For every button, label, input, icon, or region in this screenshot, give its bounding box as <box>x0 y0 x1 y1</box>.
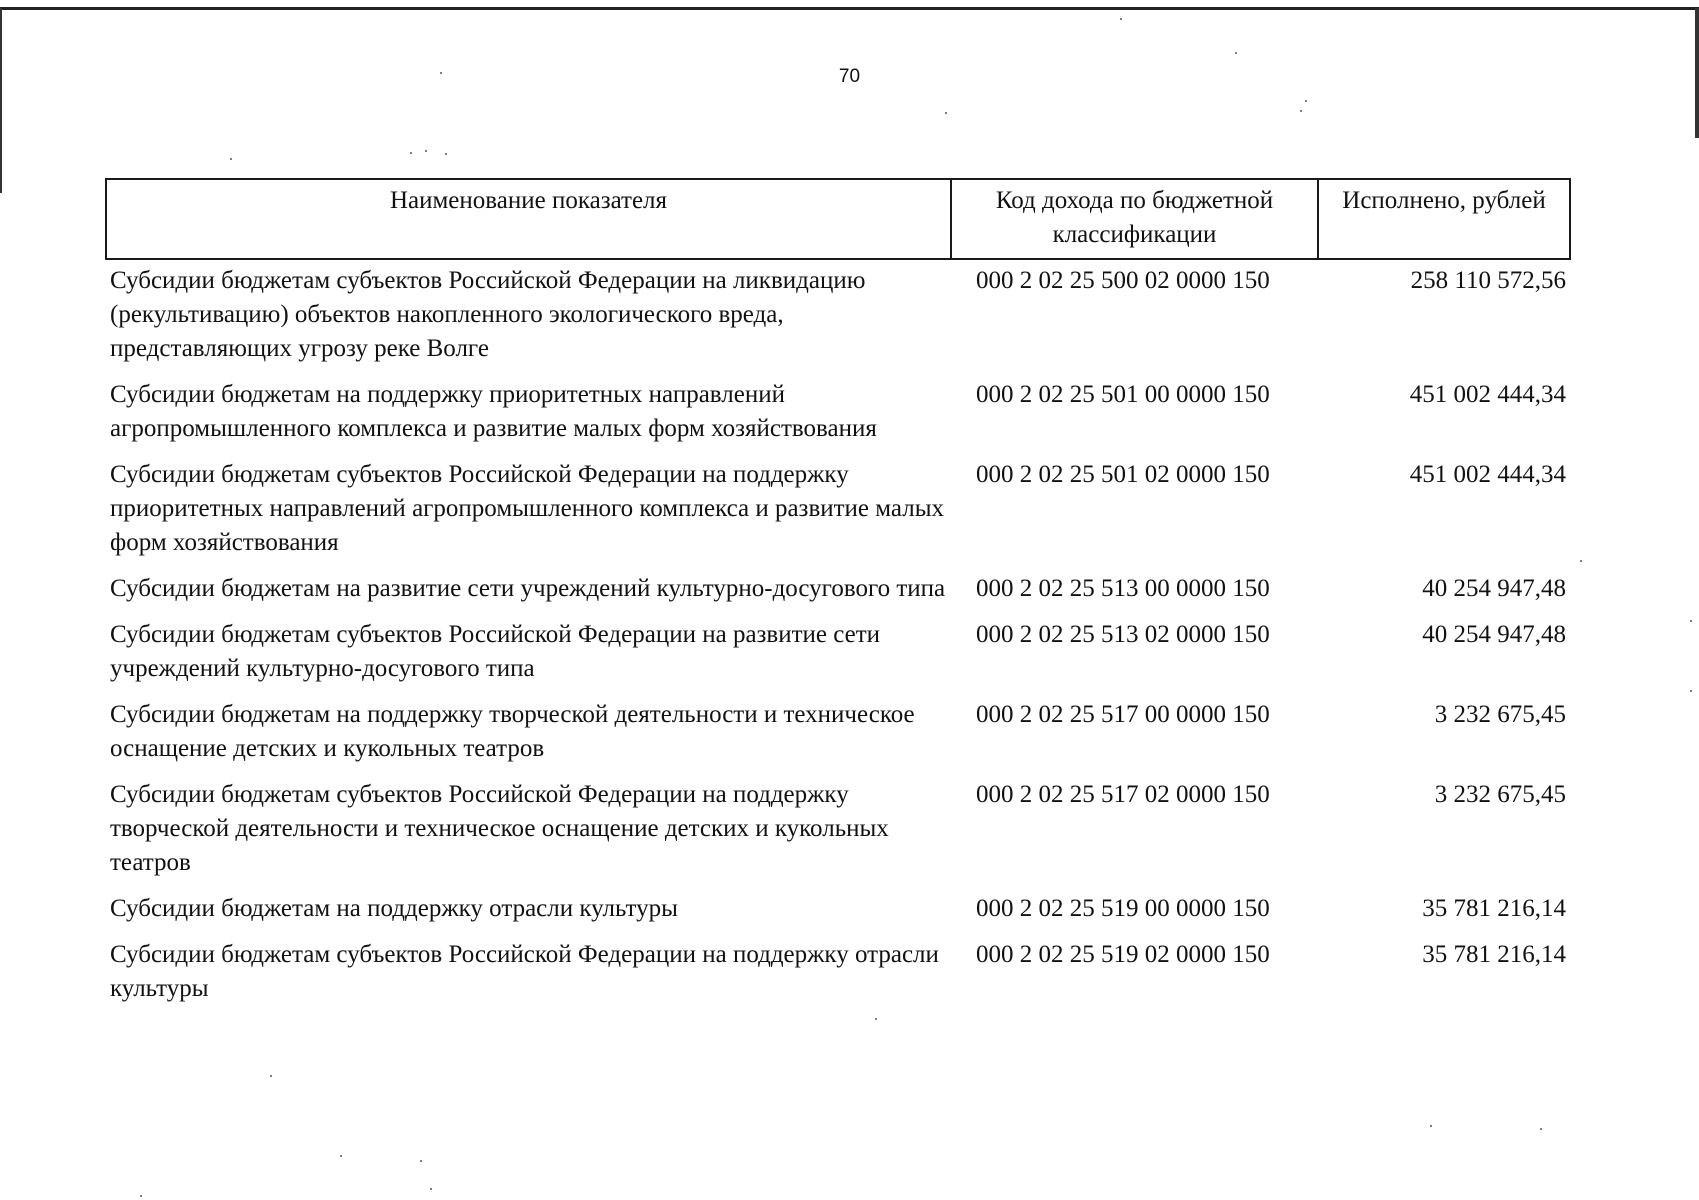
table-row <box>106 568 1570 614</box>
indicator-name-cell: Субсидии бюджетам на поддержку отрасли культуры <box>110 895 678 922</box>
scan-speck <box>945 112 947 114</box>
scan-speck <box>440 72 442 74</box>
table-row <box>106 614 1570 694</box>
indicator-name-cell: Субсидии бюджетам субъектов Российской Федерации на поддержку отрасли культуры <box>110 941 939 1002</box>
indicator-name-cell: Субсидии бюджетам субъектов Российской Федерации на поддержку творческой деятельности и техническое оснащение детских и кукольных театров <box>110 781 889 876</box>
table-row <box>106 259 1570 374</box>
income-code-cell: 000 2 02 25 519 00 0000 150 <box>976 895 1270 922</box>
executed-amount-cell: 3 232 675,45 <box>1434 701 1566 728</box>
header-indicator-name: Наименование показателя <box>106 179 951 259</box>
header-income-code: Код дохода по бюджетной классификации <box>951 179 1318 259</box>
scan-speck <box>230 158 232 160</box>
scan-speck <box>875 1018 877 1020</box>
table-header-row <box>106 179 1570 259</box>
executed-amount-cell: 451 002 444,34 <box>1409 461 1566 488</box>
executed-amount-cell: 3 232 675,45 <box>1434 781 1566 808</box>
top-border-line <box>0 0 1699 10</box>
indicator-name-cell: Субсидии бюджетам субъектов Российской Федерации на развитие сети учреждений культурно-досугового типа <box>110 621 881 682</box>
scan-speck <box>1690 690 1692 692</box>
scan-speck <box>1235 52 1237 54</box>
income-code-cell: 000 2 02 25 513 02 0000 150 <box>976 621 1270 648</box>
scan-speck <box>420 1160 422 1162</box>
executed-amount-cell: 40 254 947,48 <box>1422 621 1566 648</box>
indicator-name-cell: Субсидии бюджетам на развитие сети учреждений культурно-досугового типа <box>110 575 946 602</box>
income-code-cell: 000 2 02 25 501 00 0000 150 <box>976 381 1270 408</box>
executed-amount-cell: 258 110 572,56 <box>1410 267 1566 294</box>
budget-income-table <box>105 178 1571 1014</box>
income-code-cell: 000 2 02 25 513 00 0000 150 <box>976 575 1270 602</box>
income-code-cell: 000 2 02 25 501 02 0000 150 <box>976 461 1270 488</box>
income-code-cell: 000 2 02 25 519 02 0000 150 <box>976 941 1270 968</box>
income-code-cell: 000 2 02 25 517 02 0000 150 <box>976 781 1270 808</box>
indicator-name-cell: Субсидии бюджетам на поддержку приоритетных направлений агропромышленного комплекса и развитие малых форм хозяйствования <box>110 381 877 442</box>
executed-amount-cell: 40 254 947,48 <box>1422 575 1566 602</box>
table-row <box>106 374 1570 454</box>
scan-speck <box>1430 1125 1432 1127</box>
indicator-name-cell: Субсидии бюджетам субъектов Российской Федерации на ликвидацию (рекультивацию) объектов накопленного экологического вреда, представляющих угрозу реке Волге <box>110 267 866 362</box>
indicator-name-cell: Субсидии бюджетам на поддержку творческой деятельности и техническое оснащение детских и кукольных театров <box>110 701 915 762</box>
scan-speck <box>270 1075 272 1077</box>
scan-speck <box>140 1195 142 1197</box>
scan-speck <box>425 150 427 152</box>
scan-speck <box>1120 18 1122 20</box>
scan-speck <box>1300 110 1302 112</box>
income-code-cell: 000 2 02 25 517 00 0000 150 <box>976 701 1270 728</box>
scan-speck <box>410 152 412 154</box>
scan-speck <box>1690 620 1692 622</box>
table-row <box>106 934 1570 1014</box>
table-row <box>106 774 1570 888</box>
scan-speck <box>430 1188 432 1190</box>
scan-speck <box>445 153 447 155</box>
scan-speck <box>1305 100 1307 102</box>
table-row <box>106 694 1570 774</box>
table-row <box>106 888 1570 934</box>
executed-amount-cell: 451 002 444,34 <box>1409 381 1566 408</box>
table-row <box>106 454 1570 568</box>
indicator-name-cell: Субсидии бюджетам субъектов Российской Федерации на поддержку приоритетных направлений агропромышленного комплекса и развитие малых форм хозяйствования <box>110 461 945 556</box>
scan-speck <box>1580 560 1582 562</box>
executed-amount-cell: 35 781 216,14 <box>1422 895 1566 922</box>
page-number: 70 <box>838 66 861 87</box>
scan-speck <box>340 1155 342 1157</box>
header-executed-amount: Исполнено, рублей <box>1318 179 1570 259</box>
income-code-cell: 000 2 02 25 500 02 0000 150 <box>976 267 1270 294</box>
scan-speck <box>1540 1128 1542 1130</box>
left-border-line <box>0 8 2 193</box>
executed-amount-cell: 35 781 216,14 <box>1422 941 1566 968</box>
